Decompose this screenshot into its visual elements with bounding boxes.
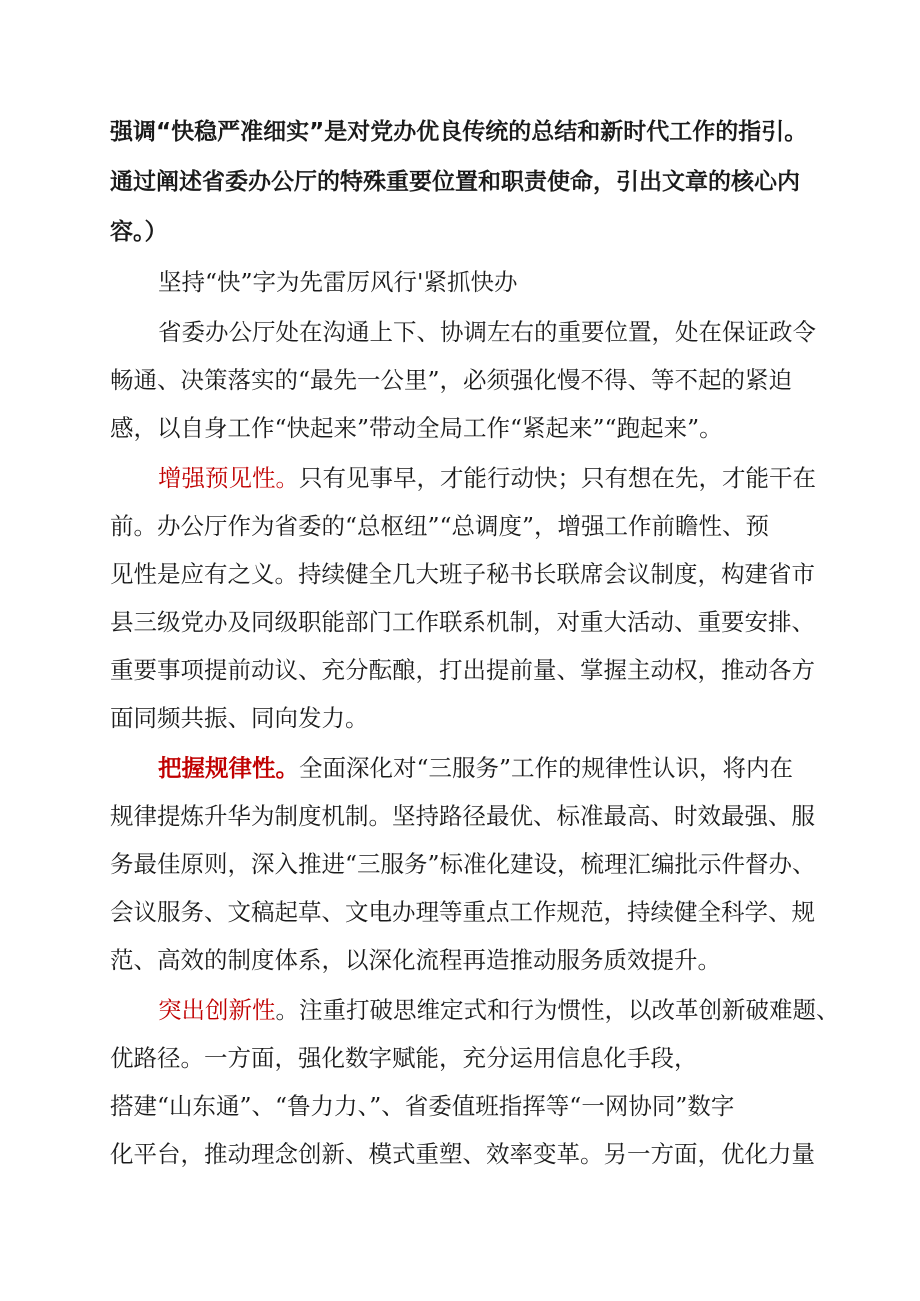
- para2-line-1: [158, 463, 816, 493]
- para3-line-1-rest: 全面深化对“三服务”工作的规律性认识，将内在: [299, 754, 794, 782]
- intro-line-2: 通过阐述省委办公厅的特殊重要位置和职责使命，引出文章的核心内: [110, 169, 800, 195]
- para3-line-2: 规律提炼升华为制度机制。坚持路径最优、标准最高、时效最强、服: [110, 802, 815, 830]
- para2-line-3: 见性是应有之义。持续健全几大班子秘书长联席会议制度，构建省市: [110, 560, 815, 588]
- intro-line-1: 强调“快稳严准细实”是对党办优良传统的总结和新时代工作的指引。: [110, 119, 808, 145]
- para2-line-2: 前。办公厅作为省委的“总枢纽”“总调度”，增强工作前瞻性、预: [110, 512, 770, 540]
- para2-heading: 增强预见性。: [158, 464, 299, 492]
- para3-line-1: [158, 753, 793, 783]
- para4-heading: 突出创新性: [158, 996, 276, 1024]
- para2-line-5: 重要事项提前动议、充分酝酿，打出提前量、掌握主动权，推动各方: [110, 656, 815, 684]
- para1-line-1: 省委办公厅处在沟通上下、协调左右的重要位置，处在保证政令: [158, 318, 816, 346]
- para1-line-3: 感，以自身工作“快起来”带动全局工作“紧起来”“跑起来”。: [110, 414, 723, 442]
- para4-line-3: 搭建“山东通”、“鲁力力、”、省委值班指挥等“一网协同”数字: [110, 1092, 735, 1120]
- para3-line-5: 范、高效的制度体系，以深化流程再造推动服务质效提升。: [110, 946, 721, 974]
- para2-line-4: 县三级党办及同级职能部门工作联系机制，对重大活动、重要安排、: [110, 608, 815, 636]
- para4-line-1-rest: 。注重打破思维定式和行为惯性，以改革创新破难题、: [275, 996, 840, 1024]
- para4-line-4: 化平台，推动理念创新、模式重塑、效率变革。另一方面，优化力量: [110, 1140, 815, 1168]
- para4-line-2: 优路径。一方面，强化数字赋能，充分运用信息化手段，: [110, 1044, 698, 1072]
- para3-line-4: 会议服务、文稿起草、文电办理等重点工作规范，持续健全科学、规: [110, 898, 815, 926]
- para3-line-3: 务最佳原则，深入推进“三服务”标准化建设，梳理汇编批示件督办、: [110, 850, 816, 878]
- para4-line-1: [158, 995, 840, 1025]
- para2-line-6: 面同频共振、同向发力。: [110, 704, 369, 732]
- para1-line-2: 畅通、决策落实的“最先一公里”，必须强化慢不得、等不起的紧迫: [110, 366, 793, 394]
- intro-line-3: 容。）: [110, 219, 168, 245]
- section-heading: 坚持“快”字为先雷厉风行'紧抓快办: [158, 268, 518, 296]
- para2-line-1-rest: 只有见事早，才能行动快；只有想在先，才能干在: [299, 464, 816, 492]
- para3-heading: 把握规律性。: [158, 754, 299, 782]
